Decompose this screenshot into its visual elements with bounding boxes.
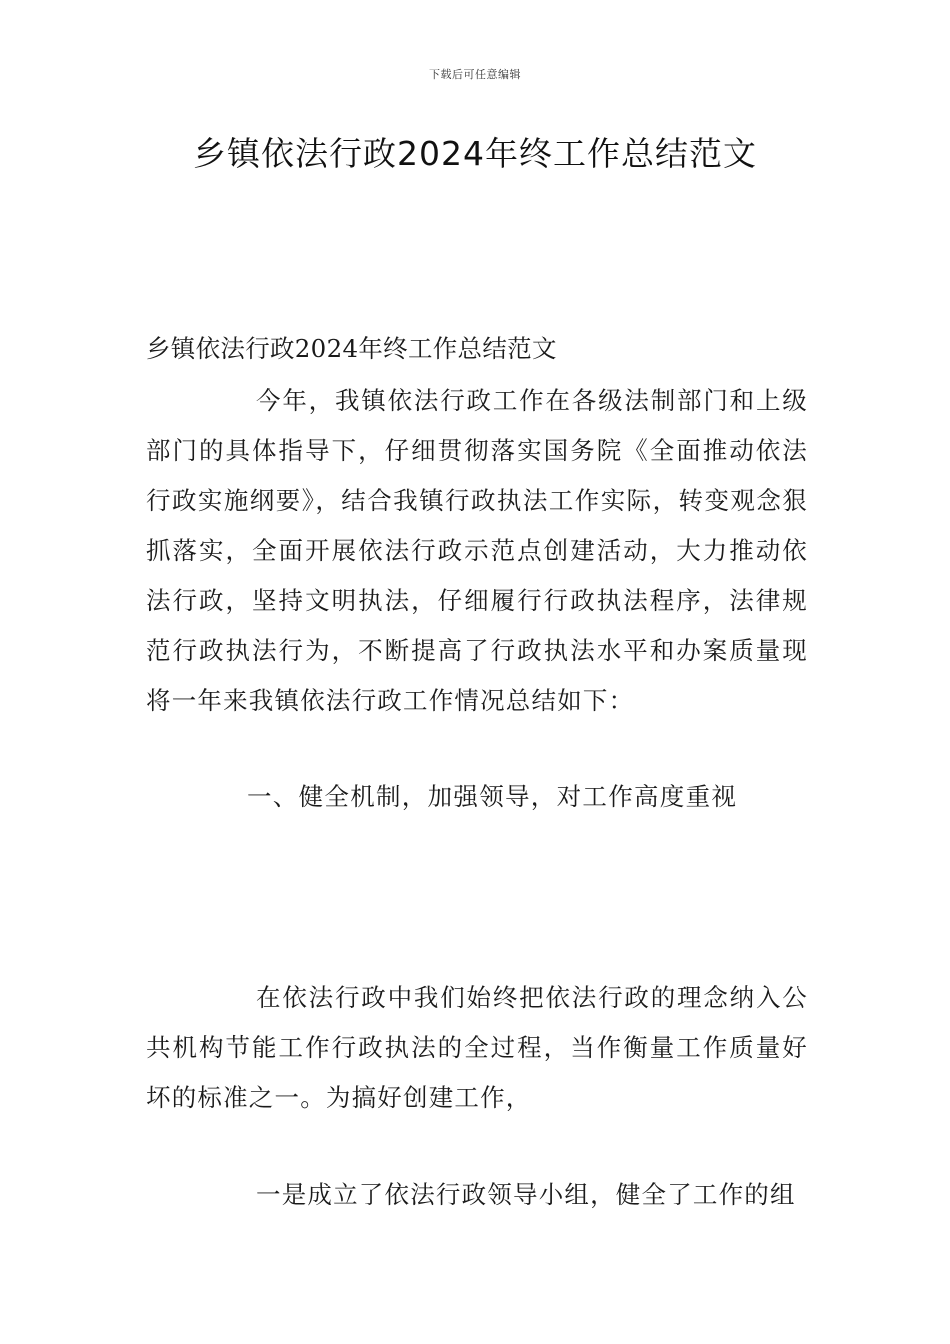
header-note: 下载后可任意编辑	[429, 68, 521, 81]
body-paragraph: 在依法行政中我们始终把依法行政的理念纳入公共机构节能工作行政执法的全过程，当作衡量工作质量好坏的标准之一。为搞好创建工作，	[146, 983, 808, 1112]
document-title: 乡镇依法行政2024年终工作总结范文	[193, 134, 757, 173]
section-heading: 一、健全机制，加强领导，对工作高度重视	[247, 782, 738, 811]
intro-paragraph: 今年，我镇依法行政工作在各级法制部门和上级部门的具体指导下，仔细贯彻落实国务院《全面推动依法行政实施纲要》，结合我镇行政执法工作实际，转变观念狠抓落实，全面开展依法行政示范点创建活动，大力推动依法行政，坚持文明执法，仔细履行行政执法程序，法律规范行政执法行为，不断提高了行政执法水平和办案质量现将一年来我镇依法行政工作情况总结如下：	[146, 386, 808, 715]
document-subtitle: 乡镇依法行政2024年终工作总结范文	[146, 334, 557, 363]
body-paragraph: 一是成立了依法行政领导小组，健全了工作的组	[256, 1180, 796, 1209]
